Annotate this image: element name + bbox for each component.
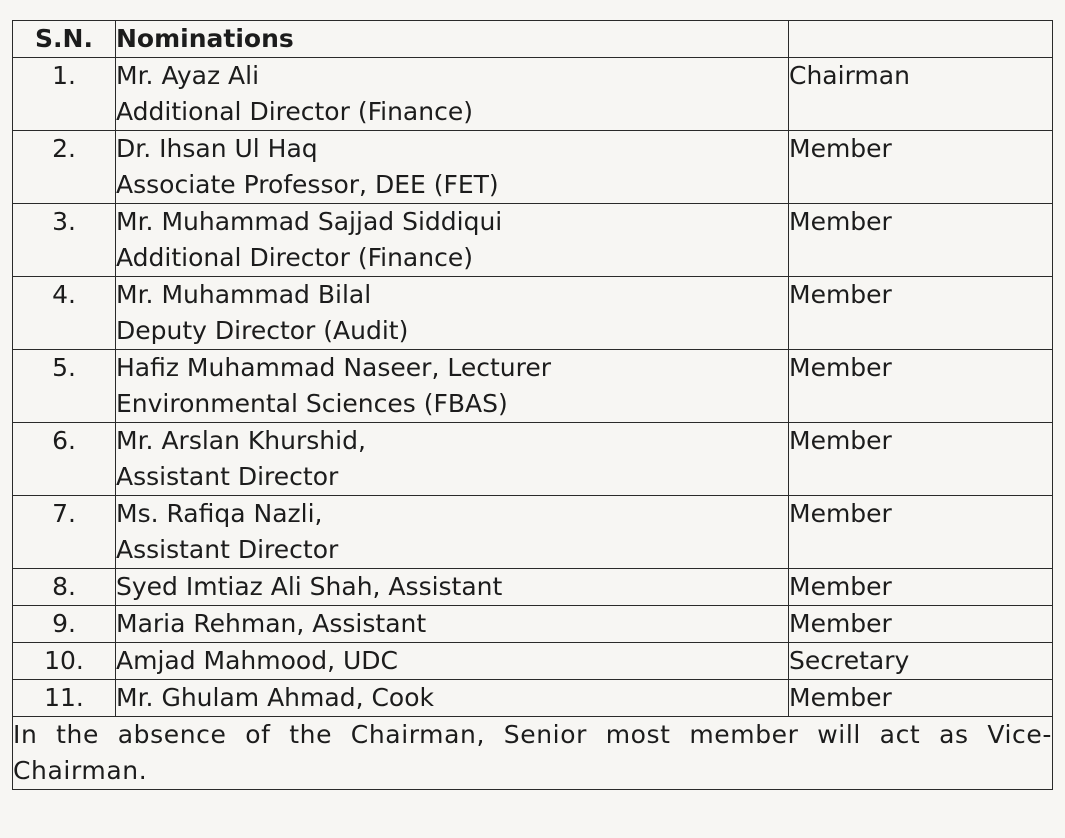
nominee-name: Syed Imtiaz Ali Shah, Assistant xyxy=(116,572,503,601)
row-role: Member xyxy=(789,496,1053,569)
row-sn: 5. xyxy=(13,350,116,423)
row-nomination xyxy=(116,204,789,277)
row-nomination xyxy=(116,496,789,569)
table-row xyxy=(13,680,1053,717)
nominee-designation: Additional Director (Finance) xyxy=(116,243,473,272)
table-row xyxy=(13,204,1053,277)
row-sn: 3. xyxy=(13,204,116,277)
table-row xyxy=(13,423,1053,496)
nominee-designation: Assistant Director xyxy=(116,462,339,491)
row-nomination xyxy=(116,350,789,423)
row-role: Member xyxy=(789,131,1053,204)
document-sheet xyxy=(12,20,1052,790)
nominee-name: Mr. Ayaz Ali xyxy=(116,61,260,90)
nominations-table xyxy=(12,20,1053,790)
row-nomination xyxy=(116,606,789,643)
table-row xyxy=(13,131,1053,204)
row-sn: 1. xyxy=(13,58,116,131)
row-sn: 10. xyxy=(13,643,116,680)
vice-chairman-note: In the absence of the Chairman, Senior most member will act as Vice-Chairman. xyxy=(13,717,1053,790)
nominee-name: Maria Rehman, Assistant xyxy=(116,609,427,638)
nominee-name: Ms. Rafiqa Nazli, xyxy=(116,499,323,528)
table-row xyxy=(13,350,1053,423)
table-row xyxy=(13,277,1053,350)
row-role: Member xyxy=(789,680,1053,717)
nominee-name: Dr. Ihsan Ul Haq xyxy=(116,134,318,163)
header-sn: S.N. xyxy=(13,21,116,58)
row-nomination xyxy=(116,131,789,204)
row-role: Chairman xyxy=(789,58,1053,131)
row-nomination xyxy=(116,643,789,680)
note-row xyxy=(13,717,1053,790)
row-nomination xyxy=(116,277,789,350)
row-role: Member xyxy=(789,569,1053,606)
table-row xyxy=(13,569,1053,606)
row-sn: 11. xyxy=(13,680,116,717)
header-role xyxy=(789,21,1053,58)
row-sn: 8. xyxy=(13,569,116,606)
row-role: Member xyxy=(789,423,1053,496)
row-role: Member xyxy=(789,350,1053,423)
row-sn: 2. xyxy=(13,131,116,204)
row-sn: 4. xyxy=(13,277,116,350)
table-header-row xyxy=(13,21,1053,58)
nominee-name: Mr. Ghulam Ahmad, Cook xyxy=(116,683,434,712)
nominee-name: Amjad Mahmood, UDC xyxy=(116,646,398,675)
nominee-name: Hafiz Muhammad Naseer, Lecturer xyxy=(116,353,551,382)
nominee-name: Mr. Arslan Khurshid, xyxy=(116,426,366,455)
nominee-designation: Associate Professor, DEE (FET) xyxy=(116,170,499,199)
row-role: Secretary xyxy=(789,643,1053,680)
table-row xyxy=(13,496,1053,569)
nominee-designation: Deputy Director (Audit) xyxy=(116,316,409,345)
row-role: Member xyxy=(789,204,1053,277)
nominee-name: Mr. Muhammad Bilal xyxy=(116,280,372,309)
row-nomination xyxy=(116,423,789,496)
row-nomination xyxy=(116,569,789,606)
row-sn: 9. xyxy=(13,606,116,643)
table-row xyxy=(13,643,1053,680)
row-nomination xyxy=(116,680,789,717)
row-role: Member xyxy=(789,606,1053,643)
nominee-designation: Assistant Director xyxy=(116,535,339,564)
table-row xyxy=(13,606,1053,643)
nominee-name: Mr. Muhammad Sajjad Siddiqui xyxy=(116,207,503,236)
row-sn: 7. xyxy=(13,496,116,569)
nominee-designation: Environmental Sciences (FBAS) xyxy=(116,389,508,418)
row-sn: 6. xyxy=(13,423,116,496)
row-role: Member xyxy=(789,277,1053,350)
header-nominations: Nominations xyxy=(116,21,789,58)
table-row xyxy=(13,58,1053,131)
nominee-designation: Additional Director (Finance) xyxy=(116,97,473,126)
row-nomination xyxy=(116,58,789,131)
